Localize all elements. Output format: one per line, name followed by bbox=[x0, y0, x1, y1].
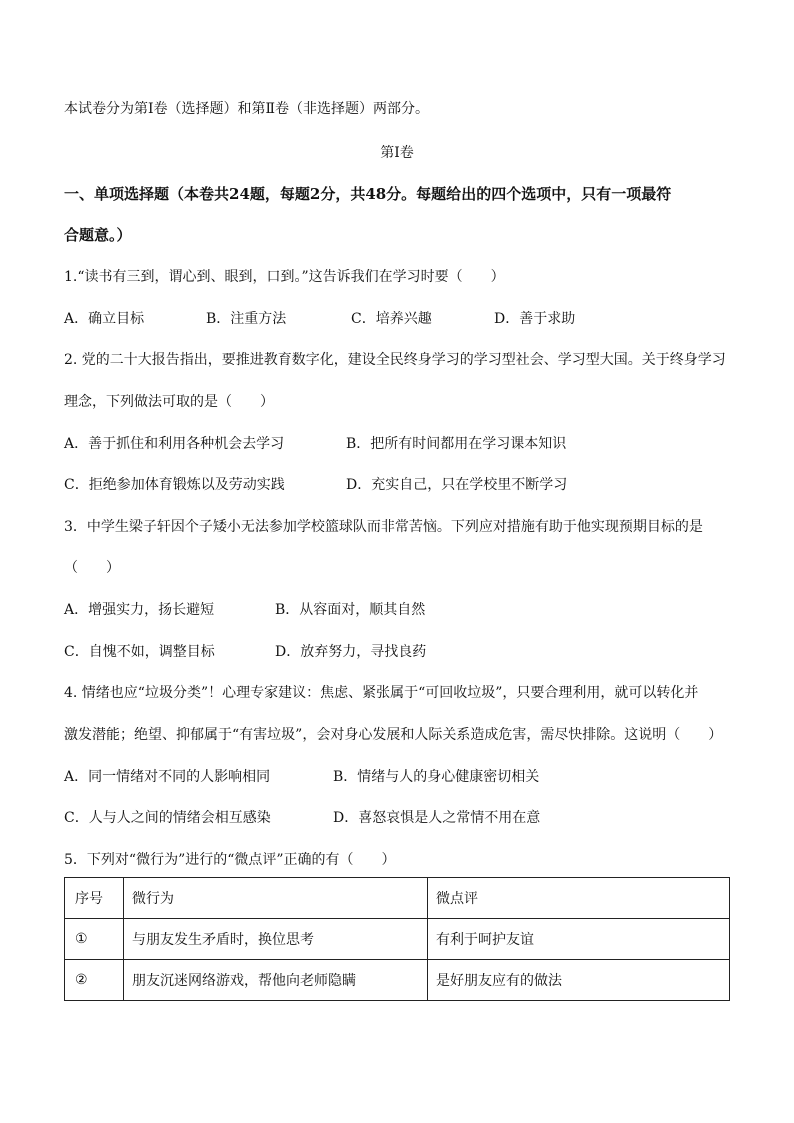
question-3-option-c: C．自愧不如，调整目标 bbox=[64, 644, 215, 660]
table-cell: 有利于呵护友谊 bbox=[428, 919, 730, 960]
question-2-option-c: C．拒绝参加体育锻炼以及劳动实践 bbox=[64, 477, 285, 493]
question-2-stem: 2. 党的二十大报告指出，要推进教育数字化，建设全民终身学习的学习型社会、学习型大国。关于终身学习 bbox=[64, 352, 726, 368]
question-4-option-a: A．同一情绪对不同的人影响相同 bbox=[64, 769, 271, 785]
question-3-stem: 3．中学生梁子轩因个子矮小无法参加学校篮球队而非常苦恼。下列应对措施有助于他实现预期目标的是 bbox=[64, 519, 703, 535]
question-5-stem: 5．下列对“微行为”进行的“微点评”正确的有（ ） bbox=[64, 852, 396, 868]
question-1-option-c: C．培养兴趣 bbox=[351, 311, 432, 327]
question-1-stem: 1.“读书有三到，谓心到、眼到，口到。”这告诉我们在学习时要（ ） bbox=[64, 269, 505, 285]
section-title: 第Ⅰ卷 bbox=[380, 145, 414, 161]
question-3-stem-cont: （ ） bbox=[64, 560, 120, 576]
question-4-option-c: C．人与人之间的情绪会相互感染 bbox=[64, 810, 271, 826]
table-row bbox=[65, 960, 730, 1001]
part-heading-cont: 合题意。） bbox=[64, 226, 132, 244]
question-4-option-d: D．喜怒哀惧是人之常情不用在意 bbox=[333, 810, 541, 826]
question-2-stem-cont: 理念，下列做法可取的是（ ） bbox=[64, 394, 274, 410]
table-header-cell: 微点评 bbox=[428, 878, 730, 919]
question-3-option-b: B．从容面对，顺其自然 bbox=[275, 602, 426, 618]
table-header-cell: 序号 bbox=[65, 878, 124, 919]
table-cell: 是好朋友应有的做法 bbox=[428, 960, 730, 1001]
table-cell: 朋友沉迷网络游戏，帮他向老师隐瞒 bbox=[124, 960, 428, 1001]
question-3-option-a: A．增强实力，扬长避短 bbox=[64, 602, 215, 618]
part-heading: 一、单项选择题（本卷共24题，每题2分，共48分。每题给出的四个选项中，只有一项最符 bbox=[64, 185, 672, 203]
question-1-option-b: B．注重方法 bbox=[206, 311, 287, 327]
question-5-table bbox=[64, 877, 730, 1001]
table-cell: ① bbox=[65, 919, 124, 960]
question-1-option-a: A．确立目标 bbox=[64, 311, 145, 327]
table-header-row bbox=[65, 878, 730, 919]
table-row bbox=[65, 919, 730, 960]
question-1-option-d: D．善于求助 bbox=[494, 311, 576, 327]
question-4-option-b: B．情绪与人的身心健康密切相关 bbox=[333, 769, 540, 785]
question-4-stem: 4. 情绪也应“垃圾分类”！心理专家建议：焦虑、紧张属于“可回收垃圾”，只要合理利用，就可以转化并 bbox=[64, 685, 699, 701]
table-cell: ② bbox=[65, 960, 124, 1001]
intro-text: 本试卷分为第Ⅰ卷（选择题）和第Ⅱ卷（非选择题）两部分。 bbox=[64, 101, 430, 117]
table-cell: 与朋友发生矛盾时，换位思考 bbox=[124, 919, 428, 960]
question-2-option-d: D．充实自己，只在学校里不断学习 bbox=[346, 477, 568, 493]
table-header-cell: 微行为 bbox=[124, 878, 428, 919]
question-2-option-a: A．善于抓住和利用各种机会去学习 bbox=[64, 436, 285, 452]
question-3-option-d: D．放弃努力，寻找良药 bbox=[275, 644, 427, 660]
question-2-option-b: B．把所有时间都用在学习课本知识 bbox=[346, 436, 567, 452]
question-4-stem-cont: 激发潜能；绝望、抑郁属于“有害垃圾”，会对身心发展和人际关系造成危害，需尽快排除。这说明（ ） bbox=[64, 727, 723, 743]
